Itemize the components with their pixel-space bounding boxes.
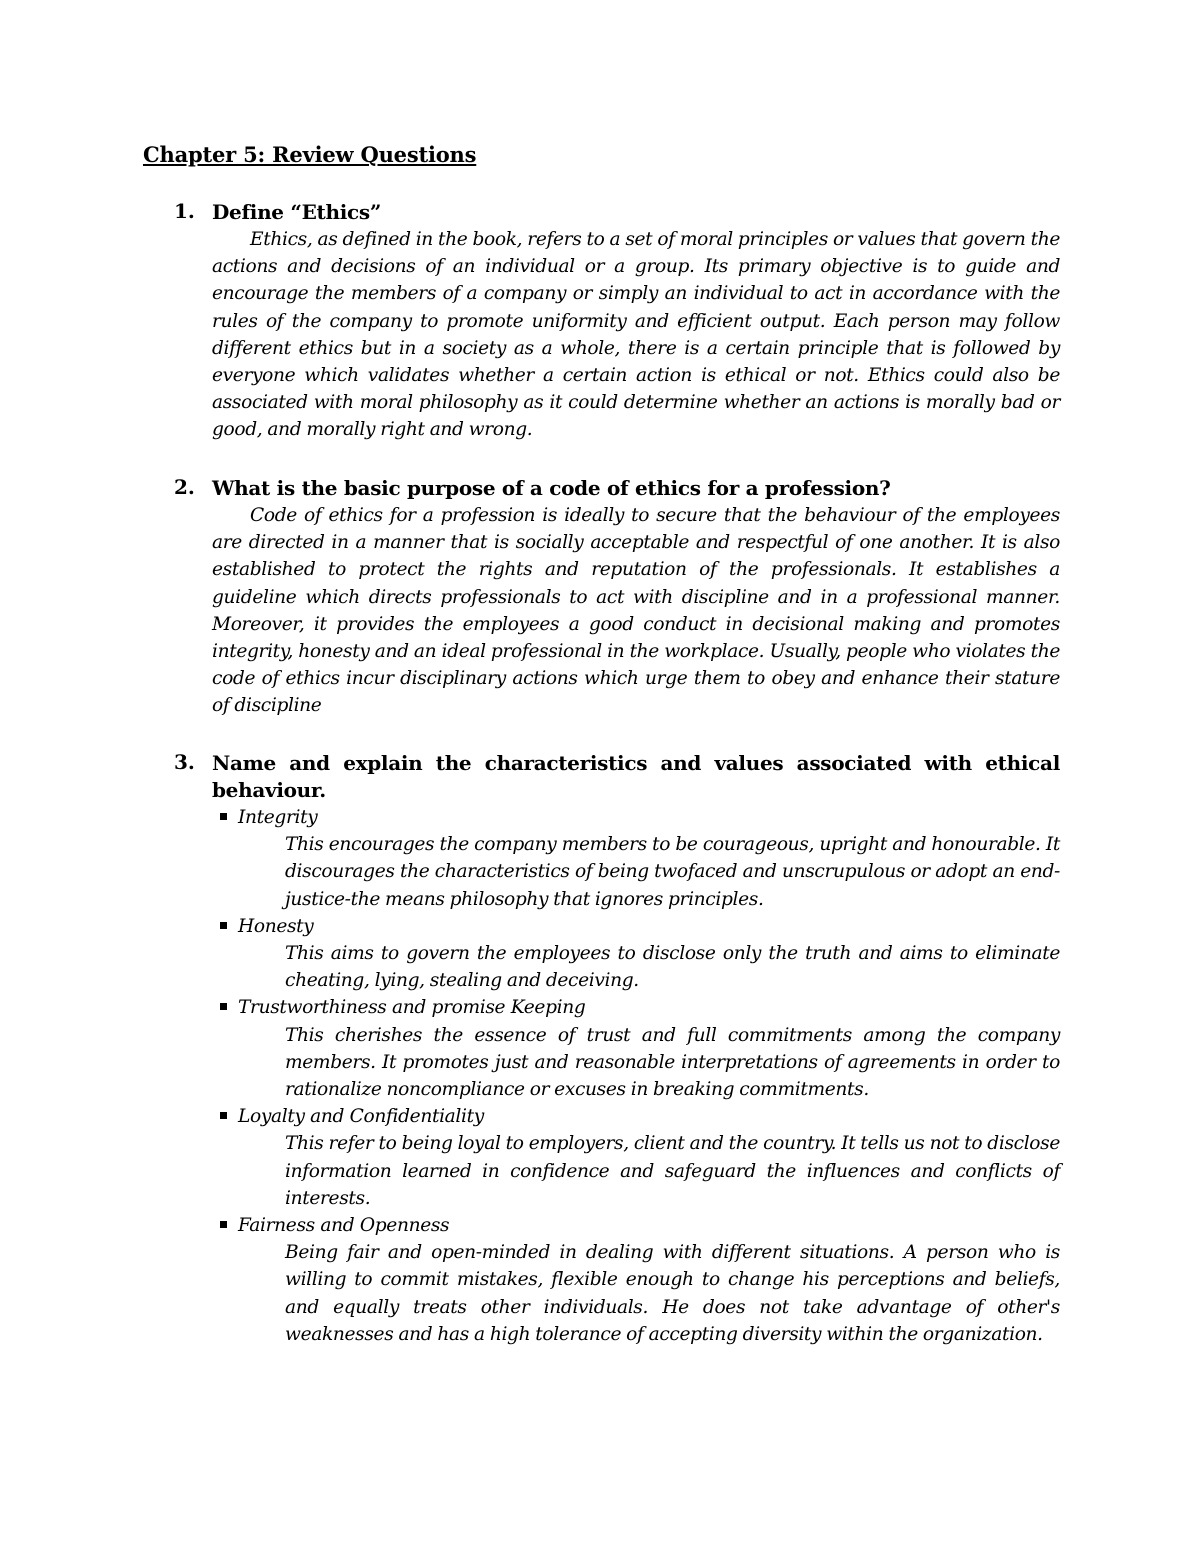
item-title: Fairness and Openness bbox=[238, 1215, 450, 1237]
question-3 bbox=[174, 750, 1060, 1348]
item-title: Honesty bbox=[238, 915, 314, 937]
question-number: 3. bbox=[174, 750, 195, 774]
list-item bbox=[220, 913, 1060, 995]
list-item bbox=[220, 1212, 1060, 1348]
list-item bbox=[220, 994, 1060, 1103]
question-answer: Code of ethics for a profession is ideally to secure that the behaviour of the employees are directed in a manner that is socially acceptable and respectful of one another. It is also established to protect the rights and reputation of the professionals. It establishes a guideline which directs professionals to act with discipline and in a professional manner. Moreover, it provides the employees a good conduct in decisional making and promotes integrity, honesty and an ideal professional in the workplace. Usually, people who violates the code of ethics incur disciplinary actions which urge them to obey and enhance their stature of discipline bbox=[212, 505, 1060, 717]
question-2 bbox=[174, 475, 1060, 720]
item-description: This cherishes the essence of trust and full commitments among the company members. It promotes just and reasonable interpretations of agreements in order to rationalize noncompliance or excuses in breaking commitments. bbox=[285, 1024, 1060, 1101]
square-bullet-icon bbox=[220, 1221, 227, 1228]
question-heading: What is the basic purpose of a code of ethics for a profession? bbox=[212, 476, 891, 500]
item-title: Trustworthiness and promise Keeping bbox=[238, 997, 586, 1019]
item-title: Integrity bbox=[238, 807, 318, 828]
item-title: Loyalty and Confidentiality bbox=[238, 1106, 484, 1128]
item-description: This refer to being loyal to employers, client and the country. It tells us not to disclose information learned in confidence and safeguard the influences and conflicts of interests. bbox=[285, 1133, 1060, 1209]
list-item bbox=[220, 1103, 1060, 1212]
question-heading: Define “Ethics” bbox=[212, 200, 382, 224]
square-bullet-icon bbox=[220, 922, 227, 929]
square-bullet-icon bbox=[220, 1112, 227, 1119]
item-description: This aims to govern the employees to disclose only the truth and aims to eliminate cheating, lying, stealing and deceiving. bbox=[285, 943, 1060, 992]
question-number: 2. bbox=[174, 475, 195, 499]
question-heading: Name and explain the characteristics and values associated with ethical behaviour. bbox=[212, 751, 1060, 802]
item-description: Being fair and open-minded in dealing with different situations. A person who is willing to commit mistakes, flexible enough to change his perceptions and beliefs, and equally treats other individuals. He does not take advantage of other's weaknesses and has a high tolerance of accepting diversity within the organization. bbox=[285, 1242, 1060, 1345]
question-number: 1. bbox=[174, 199, 195, 223]
square-bullet-icon bbox=[220, 813, 227, 820]
item-description: This encourages the company members to be courageous, upright and honourable. It discourages the characteristics of being twofaced and unscrupulous or adopt an end-justice-the means philosophy that ignores principles. bbox=[285, 834, 1060, 910]
characteristics-list bbox=[220, 804, 1060, 1348]
question-1 bbox=[174, 199, 1060, 444]
list-item bbox=[220, 804, 1060, 913]
question-answer: Ethics, as defined in the book, refers to a set of moral principles or values that govern the actions and decisions of an individual or a group. Its primary objective is to guide and encourage the members of a company or simply an individual to act in accordance with the rules of the company to promote uniformity and efficient output. Each person may follow different ethics but in a society as a whole, there is a certain principle that is followed by everyone which validates whether a certain action is ethical or not. Ethics could also be associated with moral philosophy as it could determine whether an actions is morally bad or good, and morally right and wrong. bbox=[212, 229, 1060, 441]
square-bullet-icon bbox=[220, 1003, 227, 1010]
page-title: Chapter 5: Review Questions bbox=[143, 142, 477, 167]
